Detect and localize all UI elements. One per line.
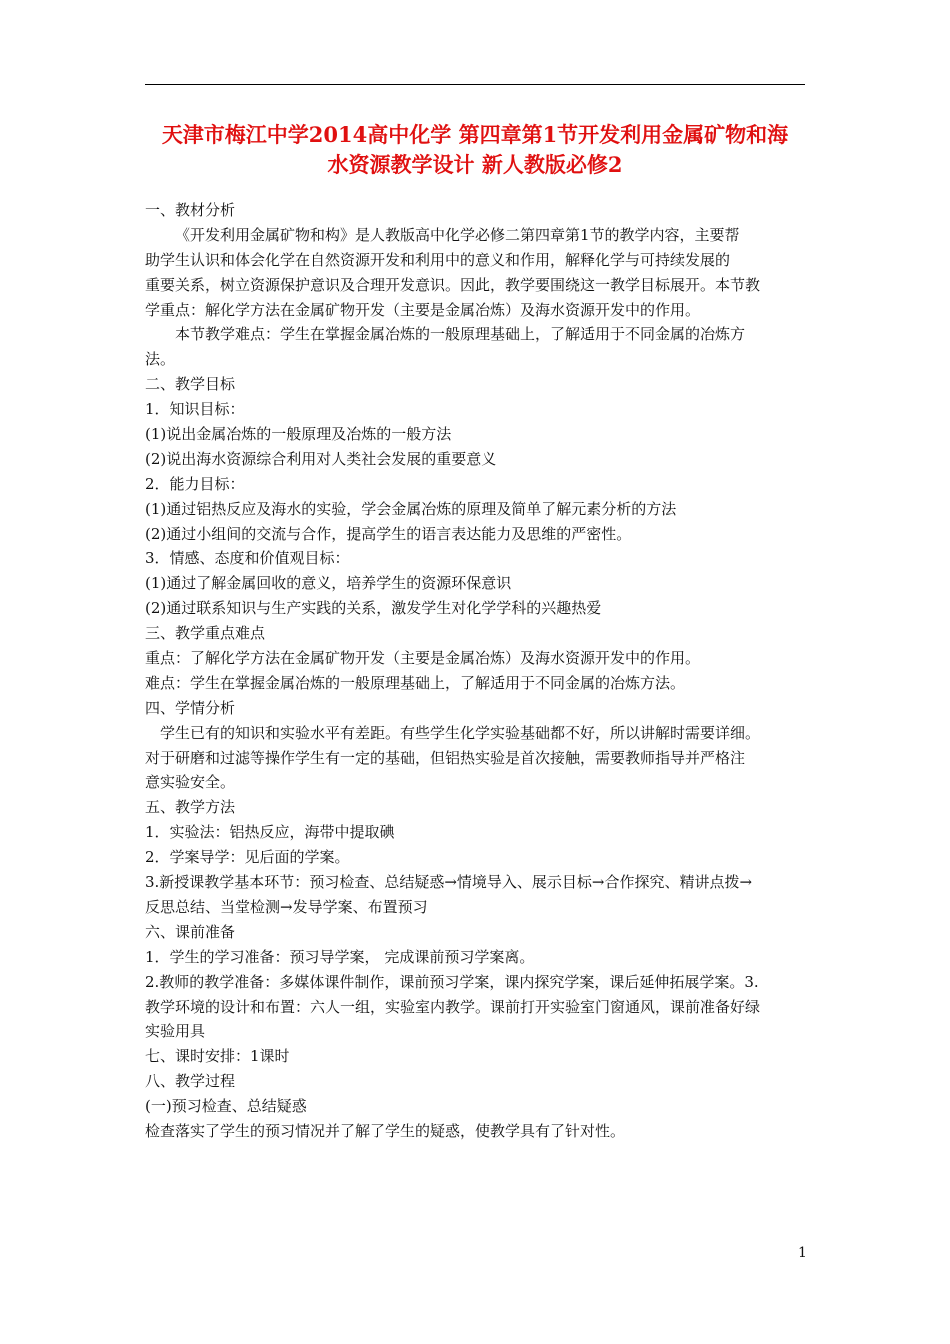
section-heading-3: 三、教学重点难点	[145, 624, 266, 643]
title-line-1: 天津市梅江中学2014高中化学 第四章第1节开发利用金属矿物和海	[161, 122, 789, 147]
paragraph-line: 助学生认识和体会化学在自然资源开发和利用中的意义和作用，解释化学与可持续发展的	[145, 250, 731, 269]
paragraph-line: 意实验安全。	[145, 773, 236, 792]
paragraph-line: 学生已有的知识和实验水平有差距。有些学生化学实验基础都不好，所以讲解时需要详细。	[160, 723, 761, 742]
subsection-heading: (一)预习检查、总结疑惑	[145, 1097, 307, 1116]
section-heading-6: 六、课前准备	[145, 922, 236, 941]
list-item: (1)说出金属冶炼的一般原理及冶炼的一般方法	[145, 425, 452, 444]
list-item: 2．学案导学：见后面的学案。	[145, 848, 350, 867]
list-item: 实验用具	[145, 1022, 206, 1041]
list-item: 1．学生的学习准备：预习导学案， 完成课前预习学案离。	[145, 947, 535, 966]
document-title	[140, 120, 810, 180]
list-item: 3.新授课教学基本环节：预习检查、总结疑惑→情境导入、展示目标→合作探究、精讲点拨→	[145, 873, 753, 892]
list-item: 3．情感、态度和价值观目标：	[145, 549, 350, 568]
list-item: (2)说出海水资源综合利用对人类社会发展的重要意义	[145, 449, 497, 468]
paragraph-line: 学重点：解化学方法在金属矿物开发（主要是金属冶炼）及海水资源开发中的作用。	[145, 300, 701, 319]
header-rule	[145, 84, 805, 85]
paragraph-line: 本节教学难点：学生在掌握金属冶炼的一般原理基础上，了解适用于不同金属的冶炼方	[175, 325, 746, 344]
list-item: 教学环境的设计和布置：六人一组，实验室内教学。课前打开实验室门窗通风，课前准备好绿	[145, 997, 761, 1016]
paragraph-line: 难点：学生在掌握金属冶炼的一般原理基础上，了解适用于不同金属的冶炼方法。	[145, 673, 686, 692]
title-line-2: 水资源教学设计 新人教版必修2	[327, 152, 623, 177]
paragraph-line: 法。	[145, 350, 176, 369]
list-item: (1)通过铝热反应及海水的实验，学会金属冶炼的原理及简单了解元素分析的方法	[145, 499, 677, 518]
section-heading-8: 八、教学过程	[145, 1072, 236, 1091]
section-heading-5: 五、教学方法	[145, 798, 236, 817]
document-body	[145, 198, 810, 1144]
paragraph-line: 重要关系，树立资源保护意识及合理开发意识。因此，教学要围绕这一教学目标展开。本节教	[145, 275, 761, 294]
list-item: 2.教师的教学准备：多媒体课件制作，课前预习学案，课内探究学案，课后延伸拓展学案。3.	[145, 972, 759, 991]
list-item: (1)通过了解金属回收的意义，培养学生的资源环保意识	[145, 574, 512, 593]
section-heading-4: 四、学情分析	[145, 698, 236, 717]
list-item: 1．实验法：铝热反应，海带中提取碘	[145, 823, 395, 842]
page-number: 1	[798, 1245, 807, 1261]
list-item: 2．能力目标：	[145, 474, 245, 493]
list-item: (2)通过联系知识与生产实践的关系，激发学生对化学学科的兴趣热爱	[145, 599, 602, 618]
list-item: (2)通过小组间的交流与合作，提高学生的语言表达能力及思维的严密性。	[145, 524, 632, 543]
section-heading-7: 七、课时安排：1课时	[145, 1047, 290, 1066]
section-heading-1: 一、教材分析	[145, 201, 236, 219]
paragraph-line: 《开发利用金属矿物和构》是人教版高中化学必修二第四章第1节的教学内容，主要帮	[175, 225, 740, 244]
section-heading-2: 二、教学目标	[145, 375, 236, 394]
paragraph-line: 检查落实了学生的预习情况并了解了学生的疑惑，使教学具有了针对性。	[145, 1121, 626, 1140]
paragraph-line: 重点：了解化学方法在金属矿物开发（主要是金属冶炼）及海水资源开发中的作用。	[145, 649, 701, 668]
list-item: 1．知识目标：	[145, 400, 245, 419]
paragraph-line: 对于研磨和过滤等操作学生有一定的基础，但铝热实验是首次接触，需要教师指导并严格注	[145, 748, 746, 767]
list-item: 反思总结、当堂检测→发导学案、布置预习	[145, 897, 428, 916]
